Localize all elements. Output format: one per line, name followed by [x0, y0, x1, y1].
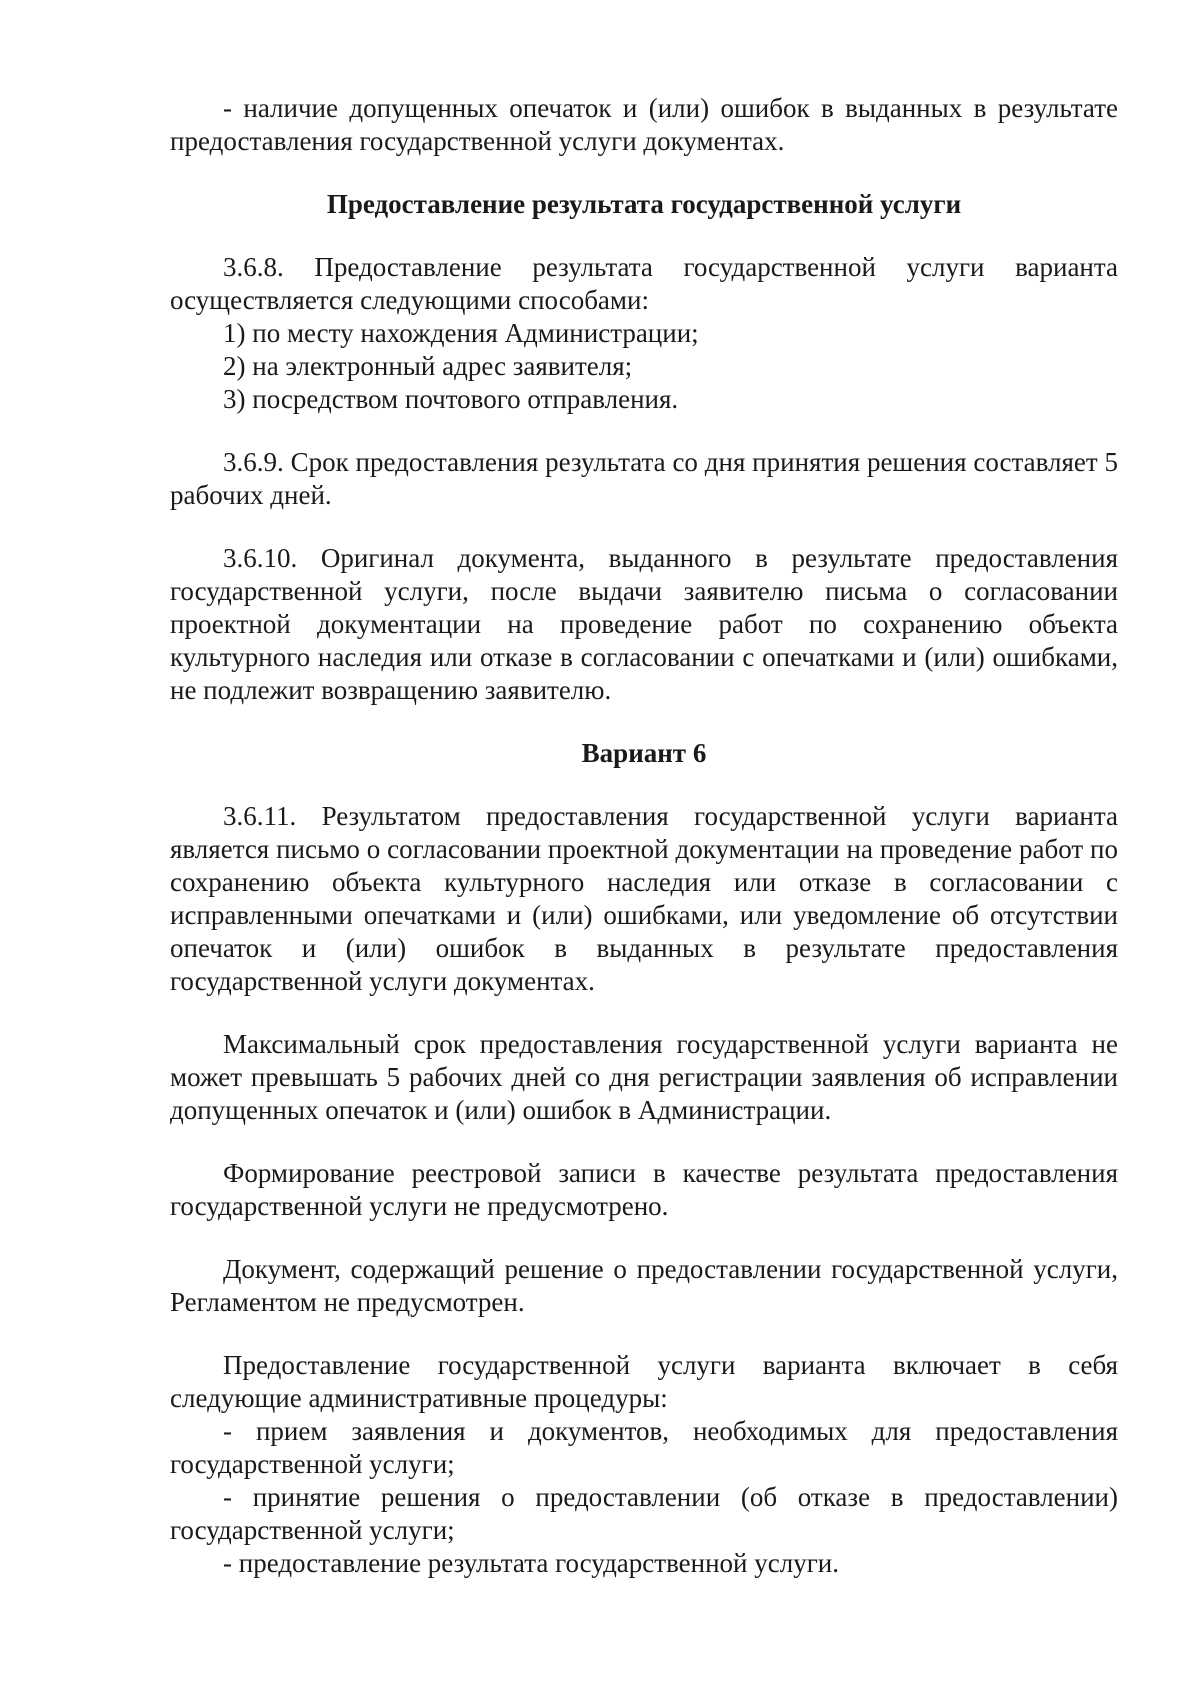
heading-result: Предоставление результата государственной услуги	[326, 189, 962, 219]
paragraph-3-6-9: 3.6.9. Срок предоставления результата со дня принятия решения составляет 5 рабочих дней.	[170, 447, 1118, 510]
document-page	[170, 92, 1118, 1580]
paragraph-decision-doc: Документ, содержащий решение о предоставлении государственной услуги, Регламентом не предусмотрен.	[170, 1254, 1118, 1317]
heading-variant: Вариант 6	[581, 738, 707, 768]
intro-bullet: - наличие допущенных опечаток и (или) ошибок в выданных в результате предоставления государственной услуги документах.	[170, 93, 1118, 156]
procedure-item-1: - прием заявления и документов, необходимых для предоставления государственной услуги;	[170, 1416, 1118, 1479]
paragraph-3-6-11: 3.6.11. Результатом предоставления государственной услуги варианта является письмо о согласовании проектной документации на проведение работ по сохранению объекта культурного наследия или отказе в согласовании с исправленными опечатками и (или) ошибками, или уведомление об отсутствии опечаток и (или) ошибок в выданных в результате предоставления государственной услуги документах.	[170, 801, 1118, 996]
paragraph-procedures: Предоставление государственной услуги варианта включает в себя следующие административные процедуры:	[170, 1350, 1118, 1413]
method-item-1: 1) по месту нахождения Администрации;	[223, 318, 699, 348]
method-item-2: 2) на электронный адрес заявителя;	[223, 351, 633, 381]
paragraph-max-term: Максимальный срок предоставления государственной услуги варианта не может превышать 5 рабочих дней со дня регистрации заявления об исправлении допущенных опечаток и (или) ошибок в Администрации.	[170, 1029, 1118, 1125]
paragraph-3-6-10: 3.6.10. Оригинал документа, выданного в результате предоставления государственной услуги, после выдачи заявителю письма о согласовании проектной документации на проведение работ по сохранению объекта культурного наследия или отказе в согласовании с опечатками и (или) ошибками, не подлежит возвращению заявителю.	[170, 543, 1118, 705]
paragraph-3-6-8: 3.6.8. Предоставление результата государственной услуги варианта осуществляется следующими способами:	[170, 252, 1118, 315]
method-item-3: 3) посредством почтового отправления.	[223, 384, 679, 414]
paragraph-registry: Формирование реестровой записи в качестве результата предоставления государственной услуги не предусмотрено.	[170, 1158, 1118, 1221]
procedure-item-2: - принятие решения о предоставлении (об отказе в предоставлении) государственной услуги;	[170, 1482, 1118, 1545]
procedure-item-3: - предоставление результата государственной услуги.	[223, 1548, 839, 1578]
